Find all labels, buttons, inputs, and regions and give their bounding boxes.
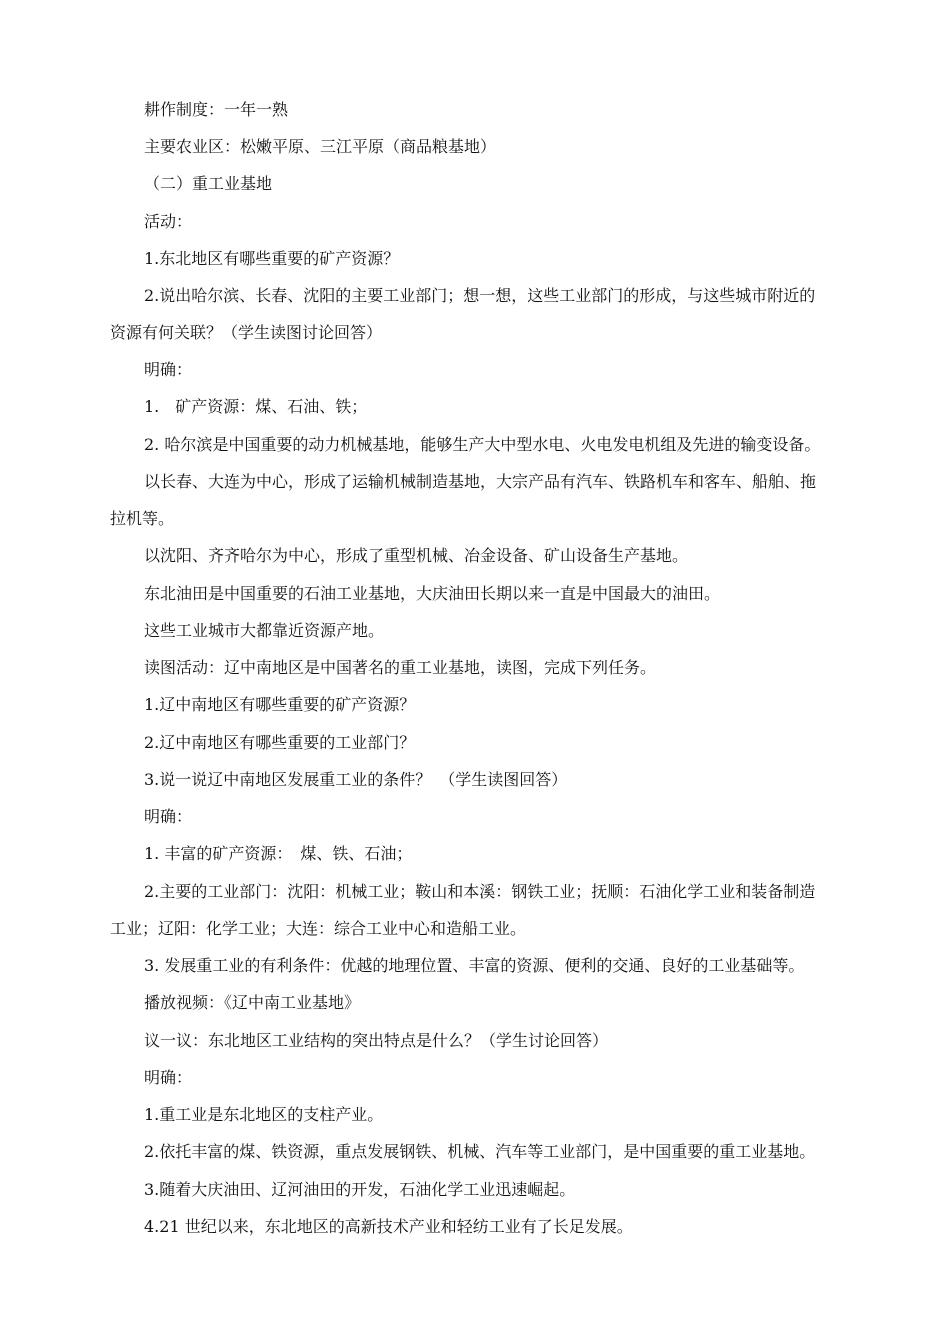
text-line: 2.说出哈尔滨、长春、沈阳的主要工业部门；想一想，这些工业部门的形成，与这些城市附近的 xyxy=(144,286,816,305)
text-line: 明确： xyxy=(144,807,193,826)
text-line: 资源有何关联？（学生读图讨论回答） xyxy=(110,323,383,342)
text-line: 拉机等。 xyxy=(110,509,175,528)
text-line: 3.说一说辽中南地区发展重工业的条件？ （学生读图回答） xyxy=(144,770,568,789)
text-line: 以沈阳、齐齐哈尔为中心，形成了重型机械、冶金设备、矿山设备生产基地。 xyxy=(144,546,689,565)
text-line: 2.主要的工业部门：沈阳：机械工业；鞍山和本溪：钢铁工业；抚顺：石油化学工业和装备制造 xyxy=(144,882,816,901)
text-line: 3. 发展重工业的有利条件：优越的地理位置、丰富的资源、便利的交通、良好的工业基础等。 xyxy=(144,956,805,975)
text-line: 1. 丰富的矿产资源： 煤、铁、石油； xyxy=(144,844,413,863)
text-line: 明确： xyxy=(144,360,193,379)
text-line: 2.辽中南地区有哪些重要的工业部门？ xyxy=(144,733,416,752)
text-line: 主要农业区：松嫩平原、三江平原（商品粮基地） xyxy=(144,137,497,156)
text-line: 2. 哈尔滨是中国重要的动力机械基地，能够生产大中型水电、火电发电机组及先进的输变设备。 xyxy=(144,435,821,454)
text-line: 播放视频：《辽中南工业基地》 xyxy=(144,993,361,1012)
text-line: 议一议：东北地区工业结构的突出特点是什么？（学生讨论回答） xyxy=(144,1031,609,1050)
section-heading: （二）重工业基地 xyxy=(144,174,273,193)
text-line: 3.随着大庆油田、辽河油田的开发，石油化学工业迅速崛起。 xyxy=(144,1180,576,1199)
text-line: 4.21 世纪以来，东北地区的高新技术产业和轻纺工业有了长足发展。 xyxy=(144,1217,633,1236)
text-line: 2.依托丰富的煤、铁资源，重点发展钢铁、机械、汽车等工业部门，是中国重要的重工业基地。 xyxy=(144,1142,816,1161)
text-line: 活动： xyxy=(144,212,193,231)
text-line: 1.重工业是东北地区的支柱产业。 xyxy=(144,1105,384,1124)
text-line: 耕作制度：一年一熟 xyxy=(144,100,289,119)
text-line: 这些工业城市大都靠近资源产地。 xyxy=(144,621,385,640)
text-line: 以长春、大连为中心，形成了运输机械制造基地，大宗产品有汽车、铁路机车和客车、船舶、拖 xyxy=(144,472,817,491)
text-line: 东北油田是中国重要的石油工业基地，大庆油田长期以来一直是中国最大的油田。 xyxy=(144,584,721,603)
text-line: 1. 矿产资源：煤、石油、铁； xyxy=(144,397,368,416)
text-line: 工业；辽阳：化学工业；大连：综合工业中心和造船工业。 xyxy=(110,919,527,938)
text-line: 1.辽中南地区有哪些重要的矿产资源？ xyxy=(144,695,416,714)
text-line: 1.东北地区有哪些重要的矿产资源？ xyxy=(144,249,400,268)
text-line: 明确： xyxy=(144,1068,193,1087)
text-line: 读图活动：辽中南地区是中国著名的重工业基地，读图，完成下列任务。 xyxy=(144,658,657,677)
